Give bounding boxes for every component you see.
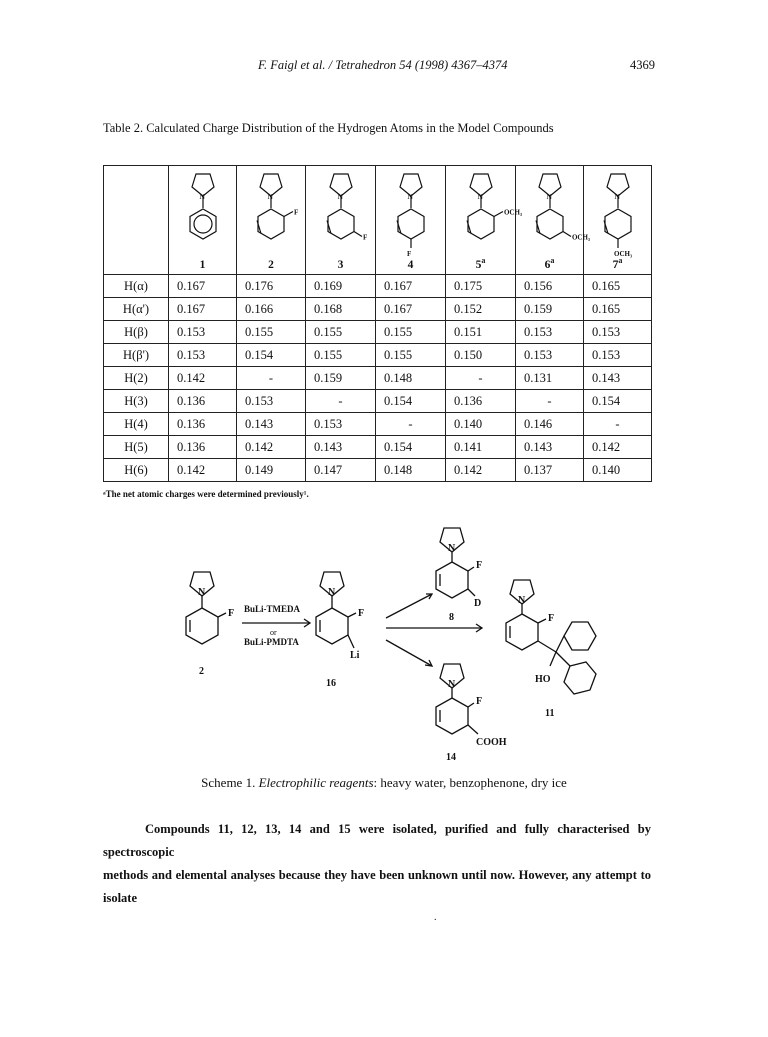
- charge-cell: 0.169: [306, 275, 376, 298]
- charge-cell: 0.142: [237, 436, 306, 459]
- compound-label-16: 16: [326, 678, 336, 689]
- atom-n: N: [448, 679, 456, 690]
- reagent-bottom: BuLi-PMDTA: [244, 637, 299, 647]
- atom-n: N: [546, 192, 552, 201]
- row-header: H(6): [104, 459, 169, 482]
- structure-drawing: [588, 168, 648, 258]
- compound-number: 2: [268, 259, 274, 271]
- charge-cell: 0.155: [237, 321, 306, 344]
- charge-cell: 0.151: [446, 321, 516, 344]
- atom-n: N: [614, 192, 620, 201]
- table-corner-cell: [104, 166, 169, 275]
- table-row: [104, 275, 652, 298]
- compound-number: 4: [407, 259, 414, 271]
- charge-cell: 0.140: [446, 413, 516, 436]
- charge-cell: 0.136: [169, 413, 237, 436]
- table-row: [104, 459, 652, 482]
- structure-compound-8: [436, 528, 475, 598]
- structure-compound-16: [316, 572, 356, 648]
- substituent-label: OCH₃: [503, 208, 522, 217]
- charge-cell: 0.150: [446, 344, 516, 367]
- structure-drawing: [451, 168, 522, 254]
- atom-ho: HO: [535, 674, 551, 685]
- charge-cell: 0.154: [584, 390, 652, 413]
- charge-cell: 0.167: [376, 298, 446, 321]
- substituent-label: OCH₃: [571, 233, 590, 242]
- table-row: [104, 413, 652, 436]
- charge-cell: 0.149: [237, 459, 306, 482]
- charge-cell: 0.142: [169, 459, 237, 482]
- atom-n: N: [199, 192, 205, 201]
- charge-cell: 0.137: [516, 459, 584, 482]
- table-footnote: ᵃThe net atomic charges were determined previously¹.: [103, 489, 309, 499]
- row-header: H(5): [104, 436, 169, 459]
- charge-cell: 0.143: [584, 367, 652, 390]
- row-header: H(α): [104, 275, 169, 298]
- charge-cell: 0.143: [237, 413, 306, 436]
- atom-n: N: [448, 543, 456, 554]
- charge-cell: -: [446, 367, 516, 390]
- charge-cell: 0.165: [584, 275, 652, 298]
- structure-cell-4: [376, 166, 446, 275]
- atom-f: F: [228, 608, 235, 619]
- atom-f: F: [476, 696, 483, 707]
- scheme-caption-italic: Electrophilic reagents: [258, 775, 374, 790]
- table-caption: Table 2. Calculated Charge Distribution of the Hydrogen Atoms in the Model Compounds: [103, 121, 554, 135]
- reagent-top: BuLi-TMEDA: [244, 604, 301, 614]
- atom-f: F: [548, 613, 555, 624]
- charge-cell: 0.176: [237, 275, 306, 298]
- charge-cell: 0.154: [376, 390, 446, 413]
- structure-compound-14: [436, 664, 478, 734]
- structure-drawing: [381, 168, 441, 258]
- charge-cell: 0.136: [446, 390, 516, 413]
- structure-row: [104, 166, 652, 275]
- structure-compound-2: [186, 572, 226, 644]
- structure-cell-3: [306, 166, 376, 275]
- charge-cell: 0.136: [169, 390, 237, 413]
- table-row: [104, 321, 652, 344]
- table-body: [104, 275, 652, 482]
- charge-cell: 0.142: [446, 459, 516, 482]
- table-row: [104, 436, 652, 459]
- compound-number: 7$^a$: [612, 256, 623, 271]
- charge-cell: 0.167: [376, 275, 446, 298]
- compound-number: 6$^a$: [544, 256, 555, 271]
- charge-cell: 0.168: [306, 298, 376, 321]
- structure-cell-5: [446, 166, 522, 275]
- compound-number: 3: [337, 259, 344, 271]
- atom-n: N: [518, 595, 526, 606]
- charge-cell: 0.155: [376, 344, 446, 367]
- charge-cell: 0.142: [584, 436, 652, 459]
- charge-cell: 0.154: [376, 436, 446, 459]
- charge-cell: 0.142: [169, 367, 237, 390]
- row-header: H(3): [104, 390, 169, 413]
- structure-drawing: [173, 168, 233, 254]
- atom-n: N: [267, 192, 273, 201]
- atom-n: N: [407, 192, 413, 201]
- scheme-caption: [0, 775, 768, 791]
- charge-cell: 0.155: [376, 321, 446, 344]
- compound-number: 5$^a$: [475, 256, 486, 271]
- charge-cell: 0.140: [584, 459, 652, 482]
- table-row: [104, 298, 652, 321]
- structure-cell-1: [169, 166, 237, 275]
- structure-cell-6: [516, 166, 590, 275]
- page-number: 4369: [630, 58, 655, 72]
- row-header: H(β): [104, 321, 169, 344]
- scheme-caption-rest: : heavy water, benzophenone, dry ice: [373, 775, 567, 790]
- substituent-label: F: [406, 250, 411, 258]
- charge-cell: 0.143: [306, 436, 376, 459]
- charge-cell: 0.165: [584, 298, 652, 321]
- running-header: [0, 58, 768, 78]
- charge-cell: 0.141: [446, 436, 516, 459]
- body-line-1: Compounds 11, 12, 13, 14 and 15 were isolated, purified and fully characterised by spectroscopic: [103, 822, 651, 859]
- reagent-or: or: [270, 628, 277, 637]
- scheme-caption-prefix: Scheme 1.: [201, 775, 256, 790]
- compound-label-14: 14: [446, 752, 456, 763]
- charge-cell: 0.153: [516, 321, 584, 344]
- charge-cell: -: [516, 390, 584, 413]
- charge-cell: 0.131: [516, 367, 584, 390]
- charge-cell: 0.167: [169, 275, 237, 298]
- atom-f: F: [476, 560, 483, 571]
- charge-cell: 0.148: [376, 459, 446, 482]
- substituent-label: OCH₃: [613, 250, 632, 258]
- atom-n: N: [477, 192, 483, 201]
- charge-cell: 0.159: [306, 367, 376, 390]
- structure-cell-2: [237, 166, 306, 275]
- charge-cell: 0.153: [237, 390, 306, 413]
- charge-cell: 0.152: [446, 298, 516, 321]
- charge-cell: 0.155: [306, 321, 376, 344]
- structure-drawing: [311, 168, 371, 254]
- charge-cell: 0.153: [584, 344, 652, 367]
- charge-cell: 0.166: [237, 298, 306, 321]
- charge-cell: 0.153: [306, 413, 376, 436]
- charge-cell: 0.153: [584, 321, 652, 344]
- structure-drawing: [241, 168, 301, 254]
- row-header: H(α'): [104, 298, 169, 321]
- charge-cell: 0.175: [446, 275, 516, 298]
- charge-cell: 0.153: [516, 344, 584, 367]
- compound-label-8: 8: [449, 612, 454, 623]
- atom-f: F: [358, 608, 365, 619]
- row-header: H(2): [104, 367, 169, 390]
- scan-artifact: .: [434, 912, 437, 923]
- atom-n: N: [337, 192, 343, 201]
- substituent-label: F: [293, 208, 299, 217]
- charge-cell: 0.148: [376, 367, 446, 390]
- substituent-label: F: [362, 233, 367, 242]
- compound-label-2: 2: [199, 666, 204, 677]
- table-row: [104, 367, 652, 390]
- charge-cell: 0.153: [169, 344, 237, 367]
- charge-cell: -: [237, 367, 306, 390]
- charge-distribution-table: [103, 165, 652, 482]
- table-row: [104, 344, 652, 367]
- atom-n: N: [328, 587, 336, 598]
- charge-cell: -: [376, 413, 446, 436]
- charge-cell: 0.159: [516, 298, 584, 321]
- structure-drawing: [520, 168, 590, 254]
- charge-cell: 0.167: [169, 298, 237, 321]
- atom-li: Li: [350, 650, 360, 661]
- charge-cell: 0.153: [169, 321, 237, 344]
- table-row: [104, 390, 652, 413]
- charge-cell: 0.146: [516, 413, 584, 436]
- charge-cell: -: [584, 413, 652, 436]
- structure-cell-7: [584, 166, 652, 275]
- charge-cell: 0.154: [237, 344, 306, 367]
- row-header: H(4): [104, 413, 169, 436]
- charge-cell: 0.155: [306, 344, 376, 367]
- compound-number: 1: [199, 259, 206, 271]
- compound-label-11: 11: [545, 708, 555, 719]
- atom-cooh: COOH: [476, 737, 507, 748]
- body-paragraph: [103, 818, 651, 910]
- charge-cell: 0.147: [306, 459, 376, 482]
- charge-cell: 0.143: [516, 436, 584, 459]
- journal-citation: F. Faigl et al. / Tetrahedron 54 (1998) 4367–4374: [258, 58, 508, 72]
- reaction-scheme: [160, 524, 620, 772]
- row-header: H(β'): [104, 344, 169, 367]
- body-line-2: methods and elemental analyses because they have been unknown until now. However, any attempt to isolate: [103, 868, 651, 905]
- charge-cell: 0.156: [516, 275, 584, 298]
- charge-cell: 0.136: [169, 436, 237, 459]
- atom-n: N: [198, 587, 206, 598]
- atom-d: D: [474, 598, 482, 609]
- charge-cell: -: [306, 390, 376, 413]
